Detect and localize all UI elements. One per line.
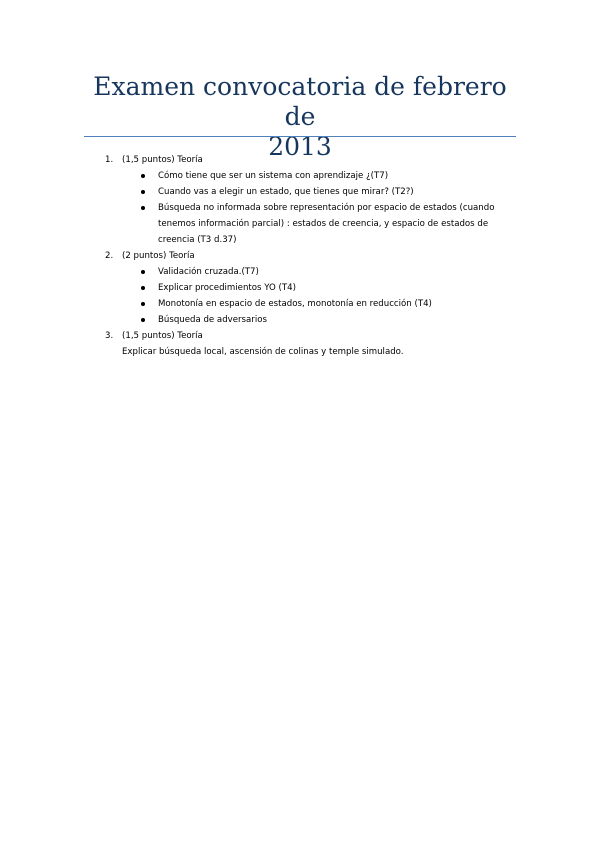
document-title — [84, 72, 516, 162]
bullet-icon — [141, 302, 145, 306]
question-number: 1. — [105, 155, 114, 165]
bullet-icon — [141, 206, 145, 210]
list-item — [122, 200, 516, 248]
list-item-text: Búsqueda de adversarios — [158, 315, 267, 325]
question-number: 2. — [105, 251, 114, 261]
list-item-text: Explicar procedimientos YO (T4) — [158, 283, 296, 293]
list-item-text: Búsqueda no informada sobre representación por espacio de estados (cuando tenemos información parcial) : estados de creencia, y espacio de estados de creencia (T3 d.37) — [158, 203, 495, 245]
question-1 — [84, 152, 516, 168]
list-item-text: Cómo tiene que ser un sistema con aprendizaje ¿(T7) — [158, 171, 389, 181]
title-divider — [84, 136, 516, 137]
question-1-items — [84, 168, 516, 248]
list-item — [122, 168, 516, 184]
question-number: 3. — [105, 331, 114, 341]
bullet-icon — [141, 318, 145, 322]
question-heading: (1,5 puntos) Teoría — [122, 331, 203, 341]
title-line-1: Examen convocatoria de febrero de — [93, 72, 507, 131]
list-item — [122, 280, 516, 296]
list-item-text: Validación cruzada.(T7) — [158, 267, 259, 277]
bullet-icon — [141, 286, 145, 290]
question-3 — [84, 328, 516, 344]
bullet-icon — [141, 190, 145, 194]
bullet-icon — [141, 174, 145, 178]
question-heading: (1,5 puntos) Teoría — [122, 155, 203, 165]
list-item — [122, 264, 516, 280]
exam-questions — [84, 152, 516, 360]
bullet-icon — [141, 270, 145, 274]
question-3-text: Explicar búsqueda local, ascensión de colinas y temple simulado. — [122, 347, 404, 357]
list-item-text: Monotonía en espacio de estados, monotonía en reducción (T4) — [158, 299, 432, 309]
list-item-text: Cuando vas a elegir un estado, que tienes que mirar? (T2?) — [158, 187, 414, 197]
question-2-items — [84, 264, 516, 328]
list-item — [122, 296, 516, 312]
question-heading: (2 puntos) Teoría — [122, 251, 195, 261]
list-item — [122, 312, 516, 328]
title-line-2: 2013 — [268, 132, 332, 161]
question-2 — [84, 248, 516, 264]
list-item — [122, 184, 516, 200]
